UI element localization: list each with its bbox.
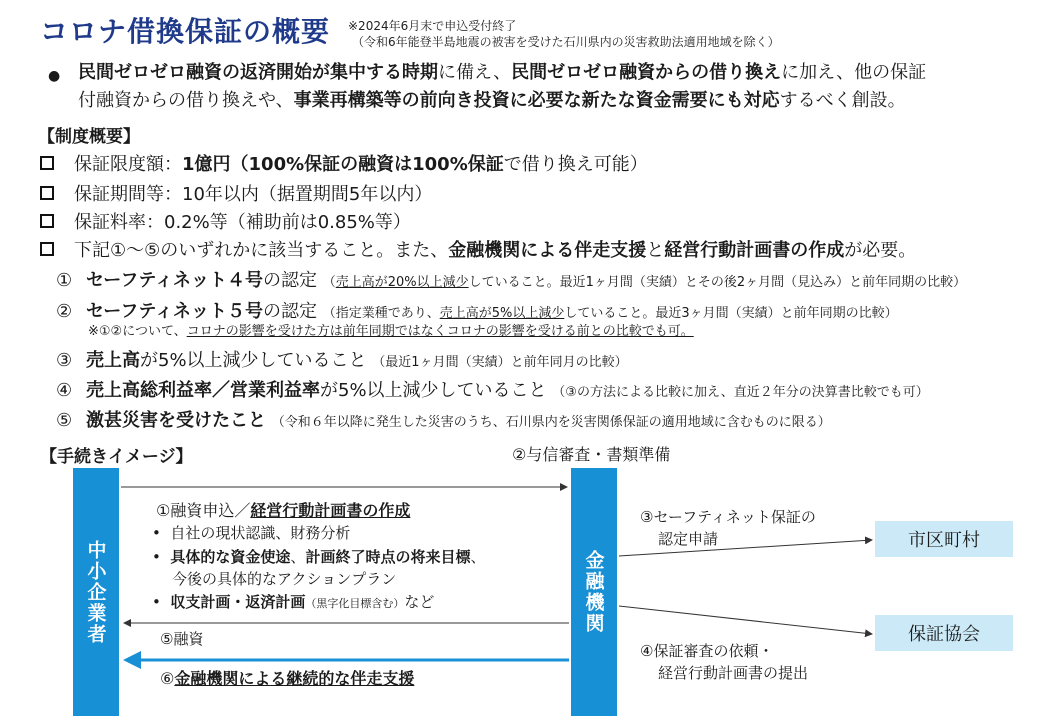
condition-4: ④ 売上高総利益率／営業利益率が5%以上減少していること （③の方法による比較に加え、直近２年分の決算書比較でも可）	[56, 380, 929, 401]
overview-item-requirement: 下記①～⑤のいずれかに該当すること。また、金融機関による伴走支援と経営行動計画書の作成が必要。	[40, 236, 916, 262]
overview-item-period: 保証期間等：10年以内（据置期間5年以内）	[40, 180, 432, 206]
intro-line-2: 付融資からの借り換えや、事業再構築等の前向き投資に必要な新たな資金需要にも対応するべく創設。	[78, 90, 906, 111]
bullet-icon: ●	[48, 68, 61, 84]
sme-box: 中小企業者	[73, 468, 119, 716]
municipality-box: 市区町村	[875, 521, 1013, 557]
step-4-line-2: 経営行動計画書の提出	[658, 664, 809, 682]
overview-item-limit: 保証限度額：1億円（100%保証の融資は100%保証で借り換え可能）	[40, 150, 648, 176]
arrow-guarantee	[619, 606, 872, 634]
condition-3: ③ 売上高が5%以上減少していること （最近1ヶ月間（実績）と前年同月の比較）	[56, 350, 628, 371]
page-title: コロナ借換保証の概要	[40, 15, 331, 48]
arrow-municipality	[619, 540, 872, 556]
step-3-line-1: ③セーフティネット保証の	[640, 508, 816, 526]
condition-5: ⑤ 激甚災害を受けたこと （令和６年以降に発生した災害のうち、石川県内を災害関係保証の適用地域に含むものに限る）	[56, 410, 831, 431]
step-1-bullet-2: • 具体的な資金使途、計画終了時点の将来目標、	[152, 548, 486, 566]
step-2-label: ②与信審査・書類準備	[512, 445, 671, 464]
bank-box: 金融機関	[571, 468, 617, 716]
procedure-heading: 【手続きイメージ】	[40, 447, 193, 467]
step-5-label: ⑤融資	[160, 630, 204, 648]
step-6-label: ⑥金融機関による継続的な伴走支援	[160, 669, 415, 688]
step-1-bullet-3: • 収支計画・返済計画（黒字化目標含む）など	[152, 593, 435, 611]
overview-heading: 【制度概要】	[38, 127, 140, 147]
step-3-line-2: 認定申請	[658, 530, 719, 548]
condition-2-subnote: ※①②について、コロナの影響を受けた方は前年同期ではなくコロナの影響を受ける前との比較でも可。	[88, 324, 694, 339]
step-4-line-1: ④保証審査の依頼・	[640, 642, 774, 660]
condition-2: ② セーフティネット５号の認定 （指定業種であり、売上高が5%以上減少していること。最近3ヶ月間（実績）と前年同期の比較）	[56, 301, 898, 322]
deadline-note: ※2024年6月末で申込受付終了	[348, 19, 517, 33]
step-1-bullet-1: • 自社の現状認識、財務分析	[152, 524, 351, 542]
step-1-bullet-2-cont: 今後の具体的なアクションプラン	[172, 570, 397, 588]
exception-note: （令和6年能登半島地震の被害を受けた石川県内の災害救助法適用地域を除く）	[352, 35, 780, 49]
step-1-label: ①融資申込／経営行動計画書の作成	[156, 501, 411, 520]
guarantee-association-box: 保証協会	[875, 615, 1013, 651]
overview-item-fee: 保証料率：0.2%等（補助前は0.85%等）	[40, 208, 411, 234]
condition-1: ① セーフティネット４号の認定 （売上高が20%以上減少していること。最近1ヶ月間（実績）とその後2ヶ月間（見込み）と前年同期の比較）	[56, 270, 967, 291]
intro-line-1: 民間ゼロゼロ融資の返済開始が集中する時期に備え、民間ゼロゼロ融資からの借り換えに加え、他の保証	[78, 62, 927, 83]
